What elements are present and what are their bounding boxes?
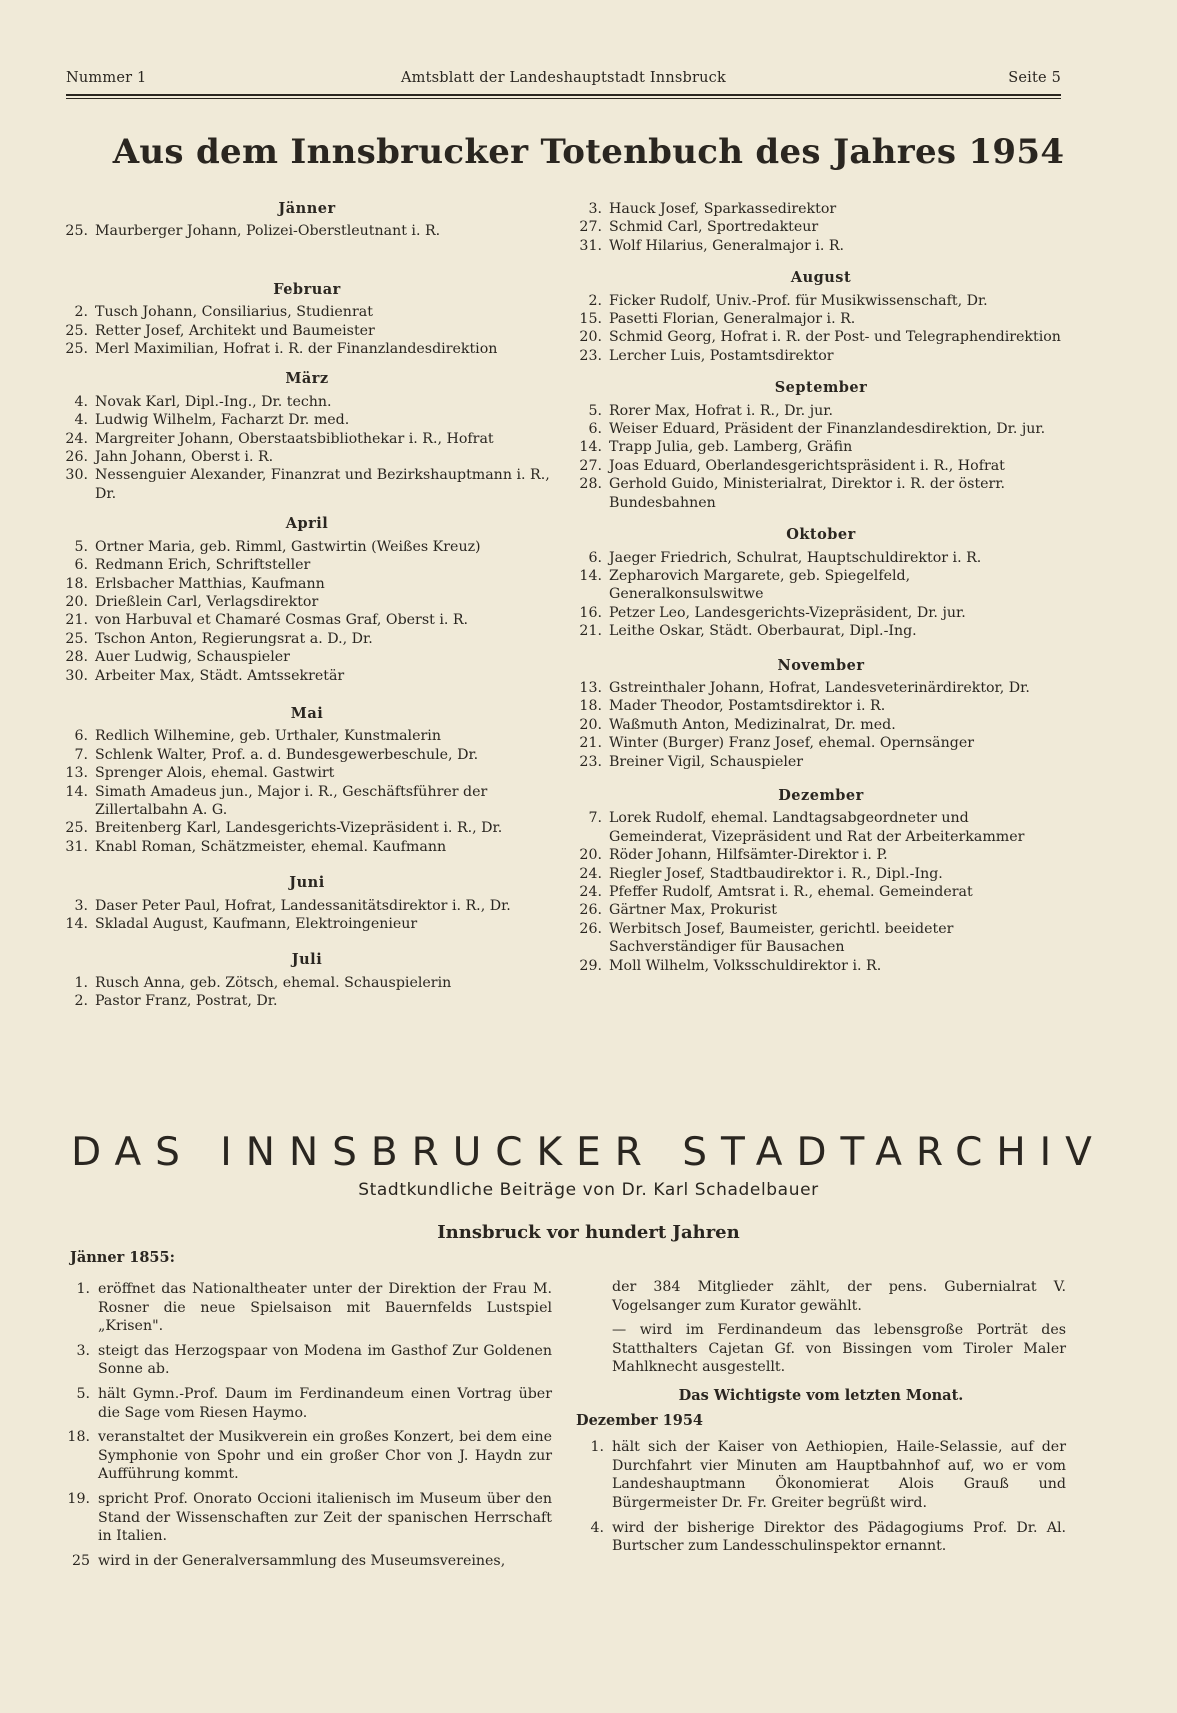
obituary-right-months xyxy=(576,269,1066,975)
list-item xyxy=(576,604,1066,622)
entry-day: 5. xyxy=(588,402,602,419)
entry-text: veranstaltet der Musikverein ein großes Konzert, bei dem eine Symphonie von Spohr und ein großer Chor von J. Haydn zur Aufführung kommt. xyxy=(98,1429,552,1483)
month-heading: Oktober xyxy=(786,526,856,544)
list-item xyxy=(576,753,1066,771)
entry-day: 26. xyxy=(65,449,88,466)
entry-text: von Harbuval et Chamaré Cosmas Graf, Oberst i. R. xyxy=(95,612,469,629)
entry-day: 2. xyxy=(588,292,602,309)
entry-day: 26. xyxy=(579,902,602,919)
entry-text: Maurberger Johann, Polizei-Oberstleutnant i. R. xyxy=(95,223,441,240)
list-item xyxy=(576,622,1066,640)
month-heading: März xyxy=(285,370,329,388)
entry-day: 2. xyxy=(74,304,88,321)
entry-day: 18. xyxy=(579,698,602,715)
entry-text: Weiser Eduard, Präsident der Finanzlandesdirektion, Dr. jur. xyxy=(609,421,1046,438)
page-number: Seite 5 xyxy=(1008,70,1061,86)
list-item xyxy=(62,222,552,240)
entry-day: 4. xyxy=(590,1519,604,1536)
entry-day: 6. xyxy=(588,421,602,438)
list-item xyxy=(62,575,552,593)
entry-text: Knabl Roman, Schätzmeister, ehemal. Kaufmann xyxy=(95,838,447,855)
list-item xyxy=(576,901,1066,919)
entry-day: 3. xyxy=(76,1342,90,1359)
entry-day: 25. xyxy=(65,341,88,358)
entry-text: Lorek Rudolf, ehemal. Landtagsabgeordneter und Gemeinderat, Vizepräsident und Rat der Arbeiterkammer xyxy=(609,810,1025,845)
entry-text: Tschon Anton, Regierungsrat a. D., Dr. xyxy=(95,630,373,647)
month-heading: Mai xyxy=(290,704,324,722)
list-item xyxy=(576,716,1066,734)
entry-day: 25. xyxy=(65,322,88,339)
month-heading: Juni xyxy=(289,874,325,892)
list-item xyxy=(62,974,552,992)
list-item xyxy=(576,567,1066,604)
list-item xyxy=(576,402,1066,420)
list-item xyxy=(62,764,552,782)
entry-day: 25. xyxy=(65,630,88,647)
entry-text: eröffnet das Nationaltheater unter der Direktion der Frau M. Rosner die neue Spielsaison mit Bauernfelds Lustspiel „Krisen". xyxy=(98,1281,552,1335)
entry-day: 19. xyxy=(67,1490,90,1507)
list-item xyxy=(62,915,552,933)
history-left-column xyxy=(62,1280,552,1576)
history-continuation: der 384 Mitglieder zählt, der pens. Gubernialrat V. Vogelsanger zum Kurator gewählt. xyxy=(612,1279,1066,1314)
entry-day: 18. xyxy=(65,575,88,592)
entry-day: 28. xyxy=(65,649,88,666)
list-item xyxy=(62,322,552,340)
list-item xyxy=(62,538,552,556)
list-item xyxy=(576,809,1066,846)
entry-text: Retter Josef, Architekt und Baumeister xyxy=(95,322,375,339)
entry-text: Redmann Erich, Schriftsteller xyxy=(95,557,311,574)
entry-day: 7. xyxy=(74,746,88,763)
list-item xyxy=(62,1490,552,1546)
entry-day: 21. xyxy=(579,735,602,752)
list-item xyxy=(576,328,1066,346)
entry-day: 29. xyxy=(579,957,602,974)
entry-text: Auer Ludwig, Schauspieler xyxy=(95,649,290,666)
list-item xyxy=(62,630,552,648)
entry-text: Hauck Josef, Sparkassedirektor xyxy=(609,201,837,217)
entry-text: Skladal August, Kaufmann, Elektroingenieur xyxy=(95,916,418,932)
entry-day: 3. xyxy=(588,201,602,217)
list-item xyxy=(62,340,552,358)
list-item xyxy=(576,957,1066,975)
entry-day: 21. xyxy=(579,623,602,640)
entry-day: 27. xyxy=(579,457,602,474)
entry-day: 6. xyxy=(588,549,602,566)
entry-day: 30. xyxy=(65,467,88,484)
entry-text: steigt das Herzogspaar von Modena im Gasthof Zur Goldenen Sonne ab. xyxy=(98,1342,552,1378)
list-item xyxy=(576,237,1066,255)
list-item xyxy=(576,475,1066,512)
list-item xyxy=(62,838,552,856)
entry-day: 18. xyxy=(67,1429,90,1446)
entry-text: Simath Amadeus jun., Major i. R., Geschäftsführer der Zillertalbahn A. G. xyxy=(95,783,488,818)
entry-day: 2. xyxy=(74,993,88,1010)
entry-text: Waßmuth Anton, Medizinalrat, Dr. med. xyxy=(609,716,896,733)
list-item xyxy=(576,218,1066,236)
list-item xyxy=(576,200,1066,218)
header-rule-thin xyxy=(66,98,1061,99)
entry-day: 20. xyxy=(579,847,602,864)
entry-text: Pfeffer Rudolf, Amtsrat i. R., ehemal. Gemeinderat xyxy=(609,884,973,900)
archiv-title: DAS INNSBRUCKER STADTARCHIV xyxy=(71,1130,1106,1175)
entry-day: 7. xyxy=(588,810,602,827)
entry-day: 6. xyxy=(74,557,88,574)
list-item xyxy=(576,865,1066,883)
entry-text: wird der bisherige Direktor des Pädagogiums Prof. Dr. Al. Burtscher zum Landesschulinspektor ernannt. xyxy=(612,1519,1066,1555)
month-heading: Juli xyxy=(291,951,323,969)
entry-day: 20. xyxy=(579,716,602,733)
entry-text: Schmid Georg, Hofrat i. R. der Post- und Telegraphendirektion xyxy=(609,329,1061,346)
history-month-label: Jänner 1855: xyxy=(70,1249,175,1266)
entry-day: 14. xyxy=(579,567,602,584)
list-item xyxy=(62,611,552,629)
list-item xyxy=(62,783,552,820)
entry-day: 24. xyxy=(579,884,602,900)
list-item xyxy=(62,556,552,574)
list-item xyxy=(62,466,552,503)
list-item xyxy=(62,393,552,411)
list-item xyxy=(62,727,552,745)
list-item xyxy=(576,549,1066,567)
entry-text: Gärtner Max, Prokurist xyxy=(609,902,778,919)
entry-day: 4. xyxy=(74,393,88,410)
entry-text: Rorer Max, Hofrat i. R., Dr. jur. xyxy=(609,402,833,419)
entry-text: Wolf Hilarius, Generalmajor i. R. xyxy=(609,237,845,254)
entry-text: Merl Maximilian, Hofrat i. R. der Finanzlandesdirektion xyxy=(95,341,498,358)
list-item xyxy=(62,448,552,466)
entry-day: 13. xyxy=(65,765,88,782)
entry-day: 13. xyxy=(579,679,602,696)
list-item xyxy=(576,734,1066,752)
list-item xyxy=(62,1342,552,1379)
list-item xyxy=(62,303,552,321)
entry-text: hält sich der Kaiser von Aethiopien, Haile-Selassie, auf der Durchfahrt vier Minuten am Hauptbahnhof auf, wo er vom Landeshauptmann Ökonomierat Alois Grauß und Bürgermeister Dr. Fr. Greiter begrüßt wird. xyxy=(612,1439,1066,1511)
entry-text: Arbeiter Max, Städt. Amtssekretär xyxy=(95,667,345,684)
month-heading: September xyxy=(774,379,868,397)
entry-text: Petzer Leo, Landesgerichts-Vizepräsident, Dr. jur. xyxy=(609,604,966,621)
list-item xyxy=(62,411,552,429)
entry-day: 23. xyxy=(579,347,602,364)
month-heading: August xyxy=(790,269,852,287)
list-item xyxy=(576,1519,1066,1556)
entry-day: 23. xyxy=(579,753,602,770)
entry-day: 15. xyxy=(579,311,602,328)
entry-text: Trapp Julia, geb. Lamberg, Gräfin xyxy=(609,439,853,456)
list-item xyxy=(62,667,552,685)
entry-text: Ortner Maria, geb. Rimml, Gastwirtin (Weißes Kreuz) xyxy=(95,538,481,555)
entry-text: Pasetti Florian, Generalmajor i. R. xyxy=(609,311,856,328)
news-title: Das Wichtigste vom letzten Monat. xyxy=(678,1386,964,1404)
entry-day: 3. xyxy=(74,897,88,914)
entry-text: Gerhold Guido, Ministerialrat, Direktor i. R. der österr. Bundesbahnen xyxy=(609,476,1006,511)
entry-day: 1. xyxy=(74,974,88,991)
july-continuation xyxy=(576,200,1066,255)
month-heading: Februar xyxy=(273,280,341,298)
publication-title: Amtsblatt der Landeshauptstadt Innsbruck xyxy=(400,70,726,86)
entry-day: 1. xyxy=(590,1439,604,1456)
entry-day: 20. xyxy=(579,329,602,346)
issue-number: Nummer 1 xyxy=(66,70,147,86)
list-item xyxy=(576,920,1066,957)
entry-text: Winter (Burger) Franz Josef, ehemal. Opernsänger xyxy=(609,735,975,752)
entry-text: Gstreinthaler Johann, Hofrat, Landesveterinärdirektor, Dr. xyxy=(609,679,1030,696)
entry-day: 27. xyxy=(579,219,602,236)
entry-day: 4. xyxy=(74,412,88,429)
entry-day: 31. xyxy=(65,838,88,855)
entry-day: 16. xyxy=(579,604,602,621)
list-item xyxy=(576,310,1066,328)
list-item xyxy=(576,420,1066,438)
entry-day: 5. xyxy=(74,538,88,555)
entry-day: 1. xyxy=(76,1281,90,1297)
entry-text: spricht Prof. Onorato Occioni italienisch im Museum über den Stand der Wissenschaften zur Zeit der spanischen Herrschaft in Italien. xyxy=(98,1490,552,1545)
entry-text: Röder Johann, Hilfsämter-Direktor i. P. xyxy=(609,847,888,864)
entry-text: Nessenguier Alexander, Finanzrat und Bezirkshauptmann i. R., Dr. xyxy=(95,467,550,502)
entry-day: 24. xyxy=(579,865,602,882)
entry-text: Mader Theodor, Postamtsdirektor i. R. xyxy=(609,698,886,715)
list-item xyxy=(576,846,1066,864)
month-heading: Jänner xyxy=(278,200,336,217)
article-title: Aus dem Innsbrucker Totenbuch des Jahres 1954 xyxy=(112,132,1065,172)
entry-text: Erlsbacher Matthias, Kaufmann xyxy=(95,575,325,592)
entry-text: Sprenger Alois, ehemal. Gastwirt xyxy=(95,765,335,782)
entry-day: 25. xyxy=(65,223,88,240)
entry-text: Riegler Josef, Stadtbaudirektor i. R., Dipl.-Ing. xyxy=(609,865,943,882)
entry-text: Drießlein Carl, Verlagsdirektor xyxy=(95,593,319,610)
news-month: Dezember 1954 xyxy=(576,1411,704,1429)
entry-day: 6. xyxy=(74,728,88,745)
list-item xyxy=(62,593,552,611)
list-item xyxy=(576,292,1066,310)
list-item xyxy=(62,819,552,837)
entry-text: Tusch Johann, Consiliarius, Studienrat xyxy=(95,304,373,321)
list-item xyxy=(62,430,552,448)
entry-day: 25 xyxy=(71,1552,90,1569)
list-item xyxy=(62,1280,552,1336)
entry-day: 14. xyxy=(65,783,88,800)
entry-text: Leithe Oskar, Städt. Oberbaurat, Dipl.-Ing. xyxy=(609,623,917,640)
list-item xyxy=(62,1552,552,1571)
month-heading: Dezember xyxy=(778,786,864,804)
list-item xyxy=(576,1438,1066,1512)
entry-text: Ludwig Wilhelm, Facharzt Dr. med. xyxy=(95,412,350,429)
list-item xyxy=(576,697,1066,715)
history-portrait-note: — wird im Ferdinandeum das lebensgroße Porträt des Statthalters Cajetan Gf. von Bissingen vom Tiroler Maler Mahlknecht ausgestellt. xyxy=(612,1322,1066,1376)
month-heading: November xyxy=(777,656,865,674)
entry-text: Rusch Anna, geb. Zötsch, ehemal. Schauspielerin xyxy=(95,974,452,991)
list-item xyxy=(62,1385,552,1422)
entry-text: Margreiter Johann, Oberstaatsbibliothekar i. R., Hofrat xyxy=(95,430,494,447)
list-item xyxy=(62,1428,552,1484)
list-item xyxy=(62,992,552,1010)
list-item xyxy=(62,897,552,915)
entry-text: Ficker Rudolf, Univ.-Prof. für Musikwissenschaft, Dr. xyxy=(609,292,988,309)
entry-text: wird in der Generalversammlung des Museumsvereines, xyxy=(98,1552,506,1569)
history-right-column xyxy=(576,1278,1066,1562)
entry-text: Pastor Franz, Postrat, Dr. xyxy=(95,993,278,1010)
month-heading: April xyxy=(285,515,329,533)
obituary-left-column xyxy=(62,200,552,1011)
entry-day: 14. xyxy=(579,439,602,456)
entry-text: Daser Peter Paul, Hofrat, Landessanitätsdirektor i. R., Dr. xyxy=(95,897,511,914)
entry-day: 20. xyxy=(65,593,88,610)
entry-day: 14. xyxy=(65,916,88,932)
entry-text: Schlenk Walter, Prof. a. d. Bundesgewerbeschule, Dr. xyxy=(95,746,479,763)
entry-day: 25. xyxy=(65,820,88,837)
entry-day: 5. xyxy=(76,1385,90,1402)
entry-text: Schmid Carl, Sportredakteur xyxy=(609,219,819,236)
entry-text: Zepharovich Margarete, geb. Spiegelfeld, Generalkonsulswitwe xyxy=(609,567,911,603)
entry-text: Jaeger Friedrich, Schulrat, Hauptschuldirektor i. R. xyxy=(609,549,982,566)
list-item xyxy=(576,438,1066,456)
list-item xyxy=(576,883,1066,901)
list-item xyxy=(576,347,1066,365)
entry-text: Redlich Wilhemine, geb. Urthaler, Kunstmalerin xyxy=(95,728,441,745)
entry-text: Werbitsch Josef, Baumeister, gerichtl. beeideter Sachverständiger für Bausachen xyxy=(609,920,954,956)
list-item xyxy=(62,648,552,666)
archiv-subtitle: Stadtkundliche Beiträge von Dr. Karl Schadelbauer xyxy=(358,1180,819,1200)
entry-text: Breiner Vigil, Schauspieler xyxy=(609,753,804,770)
list-item xyxy=(62,746,552,764)
page-header xyxy=(66,70,1061,92)
news-list xyxy=(576,1438,1066,1556)
entry-text: Jahn Johann, Oberst i. R. xyxy=(95,449,274,466)
history-title: Innsbruck vor hundert Jahren xyxy=(437,1222,740,1243)
entry-text: hält Gymn.-Prof. Daum im Ferdinandeum einen Vortrag über die Sage vom Riesen Haymo. xyxy=(98,1385,552,1421)
entry-text: Novak Karl, Dipl.-Ing., Dr. techn. xyxy=(95,393,332,410)
list-item xyxy=(576,457,1066,475)
entry-day: 31. xyxy=(579,237,602,254)
list-item xyxy=(576,679,1066,697)
entry-day: 28. xyxy=(579,476,602,493)
entry-text: Joas Eduard, Oberlandesgerichtspräsident i. R., Hofrat xyxy=(609,457,1005,474)
entry-text: Breitenberg Karl, Landesgerichts-Vizepräsident i. R., Dr. xyxy=(95,820,503,837)
entry-day: 21. xyxy=(65,612,88,629)
entry-day: 26. xyxy=(579,920,602,937)
header-rule xyxy=(66,94,1061,96)
obituary-right-column xyxy=(576,200,1066,975)
entry-day: 24. xyxy=(65,430,88,447)
entry-text: Moll Wilhelm, Volksschuldirektor i. R. xyxy=(609,957,882,974)
entry-day: 30. xyxy=(65,667,88,684)
entry-text: Lercher Luis, Postamtsdirektor xyxy=(609,347,834,364)
